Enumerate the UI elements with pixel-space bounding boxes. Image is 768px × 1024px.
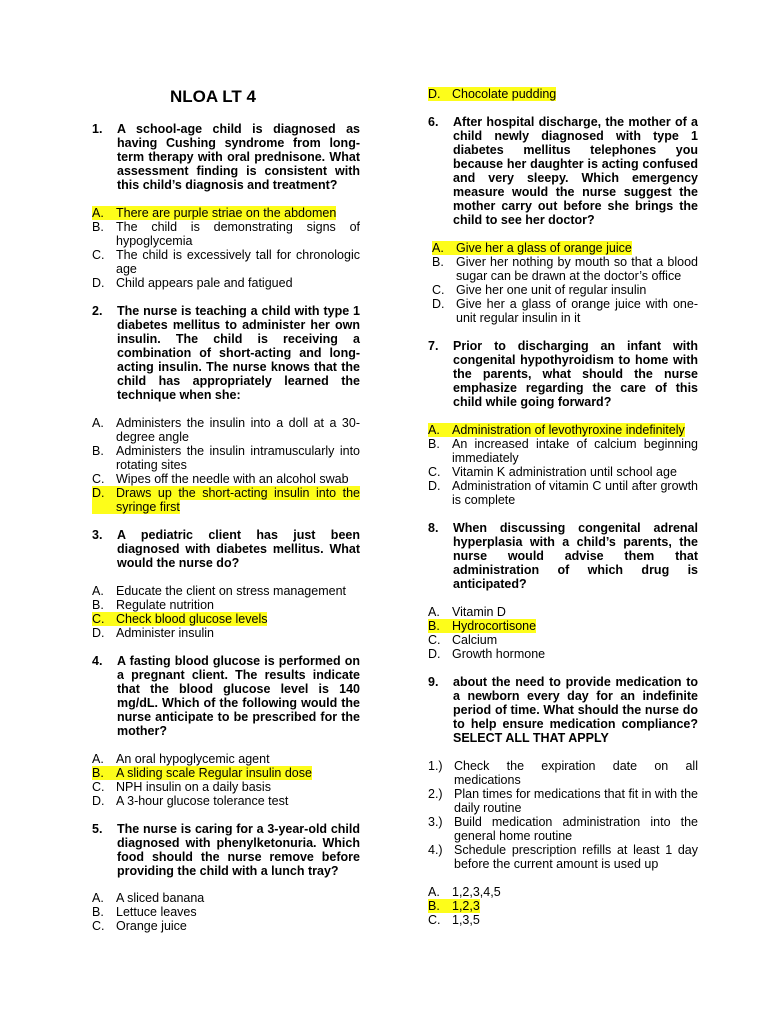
- option-letter: C.: [428, 913, 441, 927]
- option-text: Chocolate pudding: [452, 87, 557, 101]
- option-letter: B.: [428, 437, 440, 451]
- option-letter: C.: [92, 472, 105, 486]
- option-letter: A.: [432, 241, 456, 255]
- q4-option-c[interactable]: [92, 780, 360, 794]
- option-letter: B.: [92, 598, 104, 612]
- option-letter: A.: [428, 885, 440, 899]
- q7-option-d[interactable]: [428, 479, 698, 507]
- option-letter: C.: [432, 283, 445, 297]
- question-text: A pediatric client has just been diagnosed with diabetes mellitus. What would the nurse do?: [117, 528, 360, 570]
- option-text: A 3-hour glucose tolerance test: [116, 794, 289, 808]
- q5-option-c[interactable]: [92, 919, 360, 933]
- question-number: 3.: [92, 528, 103, 542]
- q4-option-b[interactable]: [92, 766, 360, 780]
- question-1: [92, 122, 360, 192]
- option-text: Vitamin D: [452, 605, 506, 619]
- question-text: The nurse is caring for a 3-year-old child diagnosed with phenylketonuria. Which food should the nurse remove before providing the child with a lunch tray?: [117, 822, 360, 878]
- option-letter: C.: [92, 780, 105, 794]
- question-7: [428, 339, 698, 409]
- option-text: The child is demonstrating signs of hypoglycemia: [116, 220, 360, 248]
- q4-option-a[interactable]: [92, 752, 360, 766]
- question-8: [428, 521, 698, 591]
- option-letter: B.: [92, 766, 116, 780]
- q3-option-b[interactable]: [92, 598, 360, 612]
- q9-item-3: [428, 815, 698, 843]
- q9-item-1: [428, 759, 698, 787]
- q1-option-a[interactable]: [92, 206, 360, 220]
- option-text: NPH insulin on a daily basis: [116, 780, 271, 794]
- option-text: Child appears pale and fatigued: [116, 276, 293, 290]
- question-text: The nurse is teaching a child with type 1 diabetes mellitus to administer her own insulin. The child is receiving a combination of short-acting and long-acting insulin. The nurse knows that the child has appropriately learned the technique when she:: [117, 304, 360, 402]
- option-text: Giver her nothing by mouth so that a blood sugar can be drawn at the doctor’s office: [456, 255, 698, 283]
- option-letter: A.: [92, 206, 116, 220]
- option-letter: C.: [92, 919, 105, 933]
- q6-option-b[interactable]: [432, 255, 698, 283]
- option-letter: D.: [92, 276, 105, 290]
- q9-option-a[interactable]: [428, 885, 698, 899]
- q7-option-b[interactable]: [428, 437, 698, 465]
- option-letter: C.: [92, 248, 105, 262]
- item-text: Build medication administration into the general home routine: [454, 815, 698, 843]
- option-letter: D.: [92, 794, 105, 808]
- option-letter: B.: [92, 220, 104, 234]
- question-5: [92, 822, 360, 878]
- option-letter: B.: [428, 619, 452, 633]
- option-text: Draws up the short-acting insulin into the syringe first: [116, 486, 360, 514]
- option-letter: B.: [92, 444, 104, 458]
- question-text: A fasting blood glucose is performed on a pregnant client. The results indicate that the blood glucose level is 140 mg/dL. Which of the following would the nurse anticipate to be prescribed for the mother?: [117, 654, 360, 738]
- option-letter: A.: [92, 416, 104, 430]
- option-letter: D.: [92, 486, 116, 514]
- option-text: Hydrocortisone: [452, 619, 537, 633]
- question-text: When discussing congenital adrenal hyperplasia with a child’s parents, the nurse would advise them that administration of which drug is anticipated?: [453, 521, 698, 591]
- item-number: 3.): [428, 815, 443, 829]
- question-number: 5.: [92, 822, 103, 836]
- q6-option-a[interactable]: [432, 241, 698, 255]
- option-text: Give her one unit of regular insulin: [456, 283, 647, 297]
- option-letter: C.: [428, 465, 441, 479]
- option-text: Regulate nutrition: [116, 598, 214, 612]
- option-letter: A.: [92, 752, 104, 766]
- question-number: 4.: [92, 654, 103, 668]
- option-text: Administration of vitamin C until after growth is complete: [452, 479, 698, 507]
- item-number: 2.): [428, 787, 443, 801]
- option-text: Educate the client on stress management: [116, 584, 346, 598]
- option-text: Administers the insulin intramuscularly into rotating sites: [116, 444, 360, 472]
- q5-option-b[interactable]: [92, 905, 360, 919]
- option-letter: A.: [92, 891, 104, 905]
- question-3: [92, 528, 360, 570]
- q8-option-b[interactable]: [428, 619, 698, 633]
- option-text: Calcium: [452, 633, 498, 647]
- question-number: 1.: [92, 122, 103, 136]
- question-number: 9.: [428, 675, 439, 689]
- option-text: An increased intake of calcium beginning immediately: [452, 437, 698, 465]
- option-text: Lettuce leaves: [116, 905, 197, 919]
- q6-option-d[interactable]: [432, 297, 698, 325]
- q4-option-d[interactable]: [92, 794, 360, 808]
- q7-option-a[interactable]: [428, 423, 698, 437]
- question-number: 2.: [92, 304, 103, 318]
- option-text: A sliced banana: [116, 891, 205, 905]
- q9-item-4: [428, 843, 698, 871]
- option-text: 1,2,3: [452, 899, 480, 913]
- q1-option-c[interactable]: [92, 248, 360, 276]
- question-6: [428, 115, 698, 227]
- option-text: Orange juice: [116, 919, 187, 933]
- q9-item-2: [428, 787, 698, 815]
- q2-option-a[interactable]: [92, 416, 360, 444]
- question-number: 7.: [428, 339, 439, 353]
- option-letter: C.: [428, 633, 441, 647]
- q8-option-c[interactable]: [428, 633, 698, 647]
- option-letter: B.: [432, 255, 444, 269]
- question-2: [92, 304, 360, 402]
- item-text: Schedule prescription refills at least 1 day before the current amount is used up: [454, 843, 698, 871]
- question-4: [92, 654, 360, 738]
- option-letter: D.: [92, 626, 105, 640]
- option-letter: C.: [92, 612, 116, 626]
- question-9: [428, 675, 698, 745]
- q3-option-d[interactable]: [92, 626, 360, 640]
- q9-option-c[interactable]: [428, 913, 698, 927]
- option-text: Administers the insulin into a doll at a 30-degree angle: [116, 416, 360, 444]
- item-number: 1.): [428, 759, 443, 773]
- option-text: Give her a glass of orange juice: [456, 241, 632, 255]
- option-letter: B.: [428, 899, 452, 913]
- q8-option-a[interactable]: [428, 605, 698, 619]
- option-text: Growth hormone: [452, 647, 546, 661]
- option-text: The child is excessively tall for chronologic age: [116, 248, 360, 276]
- option-letter: D.: [428, 647, 441, 661]
- item-number: 4.): [428, 843, 443, 857]
- item-text: Plan times for medications that fit in with the daily routine: [454, 787, 698, 815]
- option-letter: D.: [428, 479, 441, 493]
- q9-option-b[interactable]: [428, 899, 698, 913]
- q1-option-d[interactable]: [92, 276, 360, 290]
- option-letter: A.: [428, 605, 440, 619]
- option-text: 1,2,3,4,5: [452, 885, 501, 899]
- q3-option-c[interactable]: [92, 612, 360, 626]
- option-letter: A.: [92, 584, 104, 598]
- item-text: Check the expiration date on all medications: [454, 759, 698, 787]
- question-number: 8.: [428, 521, 439, 535]
- q5-option-a[interactable]: [92, 891, 360, 905]
- option-text: A sliding scale Regular insulin dose: [116, 766, 312, 780]
- option-text: 1,3,5: [452, 913, 480, 927]
- q2-option-d[interactable]: [92, 486, 360, 514]
- option-text: An oral hypoglycemic agent: [116, 752, 270, 766]
- option-text: Check blood glucose levels: [116, 612, 268, 626]
- option-text: Administration of levothyroxine indefinitely: [452, 423, 685, 437]
- q8-option-d[interactable]: [428, 647, 698, 661]
- option-text: There are purple striae on the abdomen: [116, 206, 337, 220]
- option-text: Administer insulin: [116, 626, 214, 640]
- q2-option-b[interactable]: [92, 444, 360, 472]
- question-text: A school-age child is diagnosed as having Cushing syndrome from long-term therapy with oral prednisone. What assessment finding is consistent with this child’s diagnosis and treatment?: [117, 122, 360, 192]
- q1-option-b[interactable]: [92, 220, 360, 248]
- option-letter: D.: [432, 297, 445, 311]
- q6-option-c[interactable]: [432, 283, 698, 297]
- q2-option-c[interactable]: [92, 472, 360, 486]
- question-text: Prior to discharging an infant with congenital hypothyroidism to home with the parents, what should the nurse emphasize regarding the care of this child while going forward?: [453, 339, 698, 409]
- option-letter: A.: [428, 423, 452, 437]
- q3-option-a[interactable]: [92, 584, 360, 598]
- q7-option-c[interactable]: [428, 465, 698, 479]
- question-text: After hospital discharge, the mother of a child newly diagnosed with type 1 diabetes mellitus telephones you because her daughter is acting confused and very sleepy. Which emergency measure would the nurse suggest the mother carry out before she brings the child to see her doctor?: [453, 115, 698, 227]
- option-text: Vitamin K administration until school age: [452, 465, 677, 479]
- option-letter: D.: [428, 87, 452, 101]
- question-number: 6.: [428, 115, 439, 129]
- option-text: Wipes off the needle with an alcohol swab: [116, 472, 349, 486]
- q5-option-d[interactable]: [428, 87, 698, 101]
- option-text: Give her a glass of orange juice with one-unit regular insulin in it: [456, 297, 698, 325]
- document-title: NLOA LT 4: [170, 87, 256, 106]
- question-text: about the need to provide medication to a newborn every day for an indefinite period of time. What should the nurse do to help ensure medication compliance? SELECT ALL THAT APPLY: [453, 675, 698, 745]
- option-letter: B.: [92, 905, 104, 919]
